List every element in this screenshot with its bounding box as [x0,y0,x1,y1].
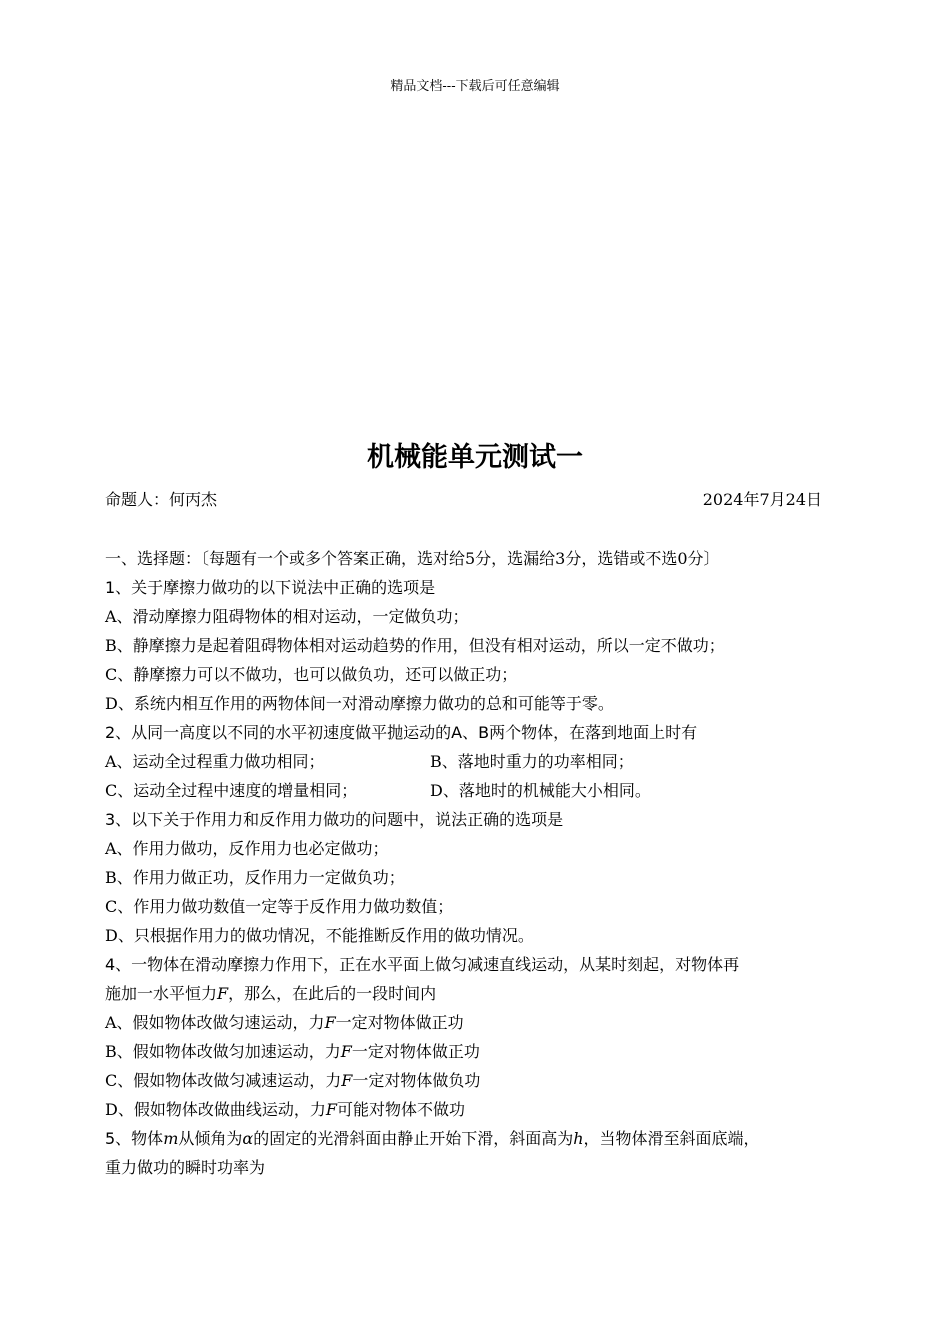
page-header: 精品文档---下载后可任意编辑 [390,79,560,94]
question-4-option-a [105,1008,885,1037]
variable-f: F [217,984,229,1003]
option-text: B、假如物体改做匀加速运动，力 [105,1042,341,1061]
question-4-stem-text-end: ，那么，在此后的一段时间内 [228,984,437,1003]
question-4-option-d [105,1095,885,1124]
author: 命题人：何丙杰 [105,490,218,509]
option-text-end: 可能对物体不做功 [336,1100,465,1119]
question-3-stem: 3、以下关于作用力和反作用力做功的问题中，说法正确的选项是 [105,810,564,829]
question-5-stem-line2: 重力做功的瞬时功率为 [105,1158,266,1177]
question-1-option-a: A、滑动摩擦力阻碍物体的相对运动，一定做负功； [105,607,469,626]
question-1-option-c: C、静摩擦力可以不做功，也可以做负功，还可以做正功； [105,665,518,684]
date: 2024年7月24日 [702,490,822,509]
option-text: C、假如物体改做匀减速运动，力 [105,1071,342,1090]
question-list [105,544,885,1182]
variable-f: F [341,1071,353,1090]
question-1-option-d: D、系统内相互作用的两物体间一对滑动摩擦力做功的总和可能等于零。 [105,694,614,713]
question-2-options-ab [105,747,885,776]
question-4-stem-text: 施加一水平恒力 [105,984,218,1003]
question-2-option-c: C、运动全过程中速度的增量相同； [105,781,358,800]
question-3-option-b: B、作用力做正功，反作用力一定做负功； [105,868,405,887]
question-3-option-d: D、只根据作用力的做功情况，不能推断反作用的做功情况。 [105,926,534,945]
question-4-stem-line2 [105,979,885,1008]
section-heading: 一、选择题：〔每题有一个或多个答案正确，选对给5分，选漏给3分，选错或不选0分〕 [105,549,720,568]
variable-f: F [325,1100,337,1119]
question-4-option-b [105,1037,885,1066]
variable-f: F [324,1013,336,1032]
option-text: A、假如物体改做匀速运动，力 [105,1013,325,1032]
option-text-end: 一定对物体做负功 [352,1071,481,1090]
question-3-option-a: A、作用力做功，反作用力也必定做功； [105,839,389,858]
question-1-option-b: B、静摩擦力是起着阻碍物体相对运动趋势的作用，但没有相对运动，所以一定不做功； [105,636,725,655]
stem-text: 从倾角为 [178,1129,243,1148]
question-4-stem-line1: 4、一物体在滑动摩擦力作用下，正在水平面上做匀减速直线运动，从某时刻起，对物体再 [105,955,740,974]
stem-text: 的固定的光滑斜面由静止开始下滑，斜面高为 [253,1129,574,1148]
option-text-end: 一定对物体做正功 [351,1042,480,1061]
question-2-option-d: D、落地时的机械能大小相同。 [430,781,651,800]
question-5-stem-line1 [105,1124,885,1153]
stem-text: 5、物体 [105,1129,164,1148]
variable-alpha: α [242,1129,254,1148]
variable-f: F [340,1042,352,1061]
question-2-options-cd [105,776,885,805]
question-4-option-c [105,1066,885,1095]
question-2-stem: 2、从同一高度以不同的水平初速度做平抛运动的A、B两个物体，在落到地面上时有 [105,723,698,742]
option-text: D、假如物体改做曲线运动，力 [105,1100,326,1119]
variable-h: h [573,1129,584,1148]
page-title: 机械能单元测试一 [367,442,583,473]
stem-text: ，当物体滑至斜面底端， [583,1129,760,1148]
question-3-option-c: C、作用力做功数值一定等于反作用力做功数值； [105,897,454,916]
question-2-option-b: B、落地时重力的功率相同； [430,752,634,771]
question-2-option-a: A、运动全过程重力做功相同； [105,752,325,771]
question-1-stem: 1、关于摩擦力做功的以下说法中正确的选项是 [105,578,436,597]
variable-m: m [163,1129,179,1148]
option-text-end: 一定对物体做正功 [335,1013,464,1032]
